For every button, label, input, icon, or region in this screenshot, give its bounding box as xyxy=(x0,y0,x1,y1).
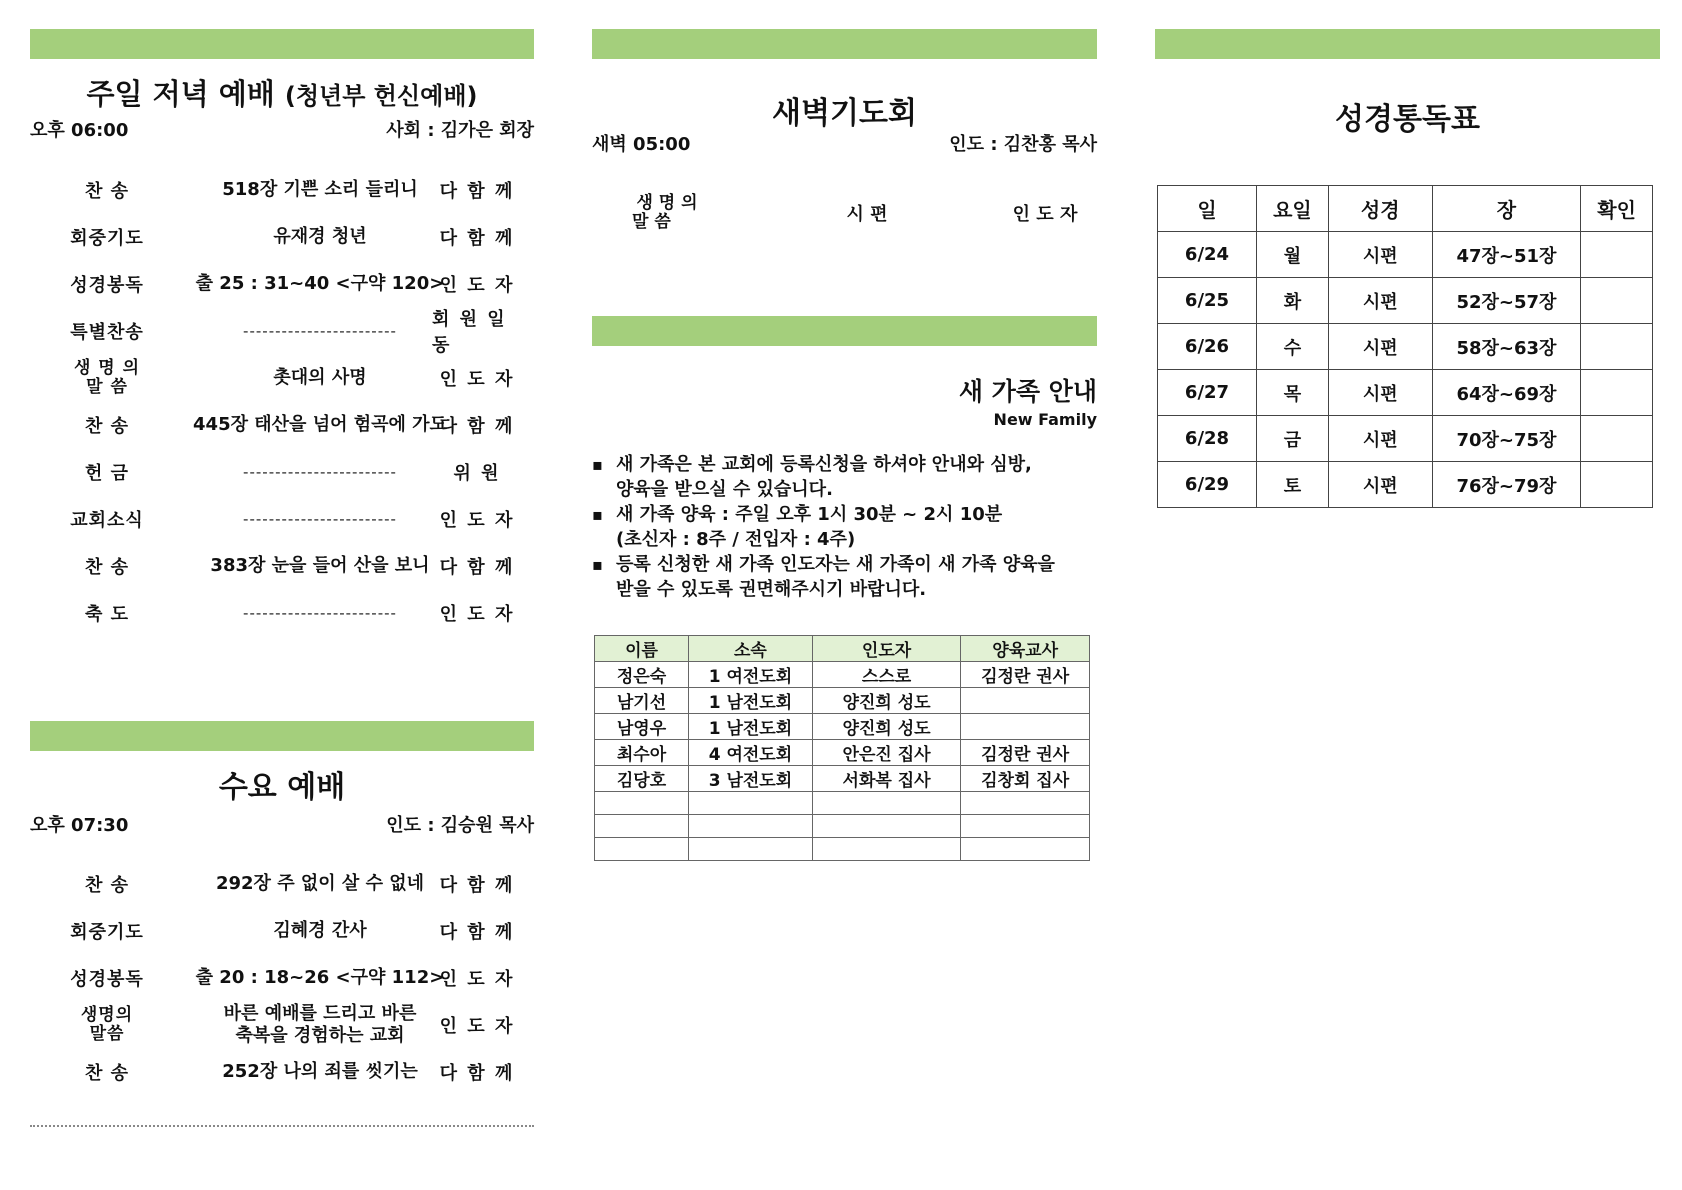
order-content xyxy=(165,1001,475,1048)
order-label-bottom: 말 씀 xyxy=(86,376,128,397)
order-who: 인 도 자 xyxy=(439,968,515,990)
order-row xyxy=(30,166,534,213)
bible-reading-cell: 47장~51장 xyxy=(1432,232,1581,278)
order-label: 축 도 xyxy=(84,603,130,625)
section-bar xyxy=(30,721,534,751)
order-who: 다 함 께 xyxy=(439,874,515,896)
bible-reading-cell: 6/27 xyxy=(1158,370,1257,416)
bible-reading-cell: 76장~79장 xyxy=(1432,462,1581,508)
order-content: ------------------------ xyxy=(243,321,397,340)
new-family-row xyxy=(595,766,1090,792)
order-who: 다 함 께 xyxy=(439,1062,515,1084)
order-label: 찬 송 xyxy=(84,556,130,578)
order-who: 다 함 께 xyxy=(439,180,515,202)
new-family-cell xyxy=(595,838,689,861)
dawn-row-who: 인 도 자 xyxy=(1012,204,1078,225)
order-content: 촛대의 사명 xyxy=(273,366,367,388)
new-family-note-line1: ▪ 등록 신청한 새 가족 인도자는 새 가족이 새 가족 양육을 xyxy=(616,554,1055,575)
new-family-cell xyxy=(812,815,961,838)
bible-reading-cell: 금 xyxy=(1257,416,1329,462)
new-family-cell: 1 남전도회 xyxy=(689,714,813,740)
order-row xyxy=(30,954,534,1001)
order-label: 찬 송 xyxy=(84,1062,130,1084)
bible-reading-cell: 시편 xyxy=(1328,324,1432,370)
new-family-note xyxy=(592,502,1097,552)
new-family-row xyxy=(595,662,1090,688)
sunday-evening-subtitle: (청년부 헌신예배) xyxy=(284,82,478,110)
new-family-cell xyxy=(595,792,689,815)
new-family-note xyxy=(592,552,1097,602)
new-family-note xyxy=(592,452,1097,502)
bible-reading-cell: 화 xyxy=(1257,278,1329,324)
bible-reading-cell: 월 xyxy=(1257,232,1329,278)
section-bar xyxy=(592,316,1097,346)
order-content: 김혜경 간사 xyxy=(273,919,367,941)
order-row xyxy=(30,307,534,354)
order-who: 인 도 자 xyxy=(439,509,515,531)
order-row xyxy=(30,907,534,954)
order-content-top: 바른 예배를 드리고 바른 xyxy=(223,1002,417,1024)
bible-reading-cell: 시편 xyxy=(1328,462,1432,508)
dawn-row-label-bottom xyxy=(632,213,702,232)
bible-reading-cell: 수 xyxy=(1257,324,1329,370)
dawn-row-content: 시 편 xyxy=(846,204,888,225)
bible-reading-row xyxy=(1158,370,1653,416)
section-bar xyxy=(30,29,534,59)
new-family-row xyxy=(595,838,1090,861)
order-row xyxy=(30,542,534,589)
bible-reading-cell: 6/29 xyxy=(1158,462,1257,508)
order-content: 383장 눈을 들어 산을 보니 xyxy=(210,554,430,576)
new-family-row xyxy=(595,815,1090,838)
order-row xyxy=(30,401,534,448)
bible-reading-cell xyxy=(1581,416,1653,462)
order-label xyxy=(52,1001,162,1048)
order-row xyxy=(30,860,534,907)
bible-reading-cell: 시편 xyxy=(1328,232,1432,278)
new-family-row xyxy=(595,792,1090,815)
order-content: 252장 나의 죄를 씻기는 xyxy=(222,1060,418,1082)
order-content: 유재경 청년 xyxy=(273,225,367,247)
order-label: 회중기도 xyxy=(70,227,144,249)
bible-reading-header-cell: 일 xyxy=(1158,186,1257,232)
order-row xyxy=(30,260,534,307)
bible-reading-table xyxy=(1157,185,1653,508)
new-family-note-line1: ▪ 새 가족은 본 교회에 등록신청을 하셔야 안내와 심방, xyxy=(616,454,1032,475)
new-family-cell: 4 여전도회 xyxy=(689,740,813,766)
sunday-evening-time: 오후 06:00 xyxy=(30,120,129,141)
new-family-cell: 김정란 권사 xyxy=(961,740,1090,766)
order-label: 성경봉독 xyxy=(70,274,144,296)
order-content: 출 20 : 18~26 <구약 112> xyxy=(195,966,445,988)
order-label: 회중기도 xyxy=(70,921,144,943)
bible-reading-row xyxy=(1158,278,1653,324)
new-family-row xyxy=(595,688,1090,714)
order-who: 인 도 자 xyxy=(439,274,515,296)
new-family-subtitle: New Family xyxy=(993,410,1097,429)
order-row xyxy=(30,448,534,495)
bible-reading-cell xyxy=(1581,462,1653,508)
new-family-note-line2: 양육을 받으실 수 있습니다. xyxy=(616,479,833,500)
order-content: 292장 주 없이 살 수 없네 xyxy=(215,872,424,894)
bible-reading-row xyxy=(1158,324,1653,370)
bible-reading-header-cell: 확인 xyxy=(1581,186,1653,232)
new-family-cell: 1 남전도회 xyxy=(689,688,813,714)
order-label: 찬 송 xyxy=(84,415,130,437)
order-content: ------------------------ xyxy=(243,603,397,622)
order-who: 인 도 자 xyxy=(439,603,515,625)
new-family-cell: 남기선 xyxy=(595,688,689,714)
bible-reading-cell xyxy=(1581,232,1653,278)
bible-reading-cell: 목 xyxy=(1257,370,1329,416)
bible-reading-header-cell: 요일 xyxy=(1257,186,1329,232)
dawn-time: 새벽 05:00 xyxy=(592,134,691,155)
new-family-cell xyxy=(812,838,961,861)
bible-reading-cell: 64장~69장 xyxy=(1432,370,1581,416)
order-row xyxy=(30,1001,534,1048)
order-row xyxy=(30,213,534,260)
bible-reading-cell xyxy=(1581,324,1653,370)
new-family-row xyxy=(595,740,1090,766)
new-family-header-cell: 양육교사 xyxy=(961,636,1090,662)
section-bar xyxy=(592,29,1097,59)
new-family-cell: 김정란 권사 xyxy=(961,662,1090,688)
new-family-cell: 김창회 집사 xyxy=(961,766,1090,792)
new-family-title: 새 가족 안내 xyxy=(958,377,1097,406)
order-who: 위 원 xyxy=(453,462,501,484)
wednesday-leader: 인도 : 김승원 목사 xyxy=(386,815,534,836)
order-label-top: 생 명 의 xyxy=(73,357,141,378)
new-family-cell: 남영우 xyxy=(595,714,689,740)
new-family-note-line1: ▪ 새 가족 양육 : 주일 오후 1시 30분 ~ 2시 10분 xyxy=(616,504,1003,525)
order-who: 회 원 일 동 xyxy=(432,308,507,356)
order-content: ------------------------ xyxy=(243,462,397,481)
new-family-table-header xyxy=(595,636,1090,662)
bible-reading-cell: 시편 xyxy=(1328,416,1432,462)
order-who: 다 함 께 xyxy=(439,921,515,943)
new-family-cell xyxy=(961,714,1090,740)
bible-reading-cell: 70장~75장 xyxy=(1432,416,1581,462)
order-label: 헌 금 xyxy=(84,462,130,484)
order-row xyxy=(30,354,534,401)
dawn-title: 새벽기도회 xyxy=(772,96,917,131)
bible-reading-row xyxy=(1158,416,1653,462)
order-label xyxy=(52,354,162,401)
order-who: 인 도 자 xyxy=(439,368,515,390)
new-family-cell: 양진희 성도 xyxy=(812,688,961,714)
order-row xyxy=(30,495,534,542)
new-family-cell: 김당호 xyxy=(595,766,689,792)
new-family-cell xyxy=(812,792,961,815)
sunday-evening-host: 사회 : 김가은 회장 xyxy=(386,120,534,141)
new-family-header-cell: 인도자 xyxy=(812,636,961,662)
new-family-cell xyxy=(689,838,813,861)
new-family-cell: 안은진 집사 xyxy=(812,740,961,766)
bible-reading-cell: 52장~57장 xyxy=(1432,278,1581,324)
new-family-cell: 최수아 xyxy=(595,740,689,766)
bible-reading-table-header xyxy=(1158,186,1653,232)
new-family-cell: 정은숙 xyxy=(595,662,689,688)
new-family-cell: 스스로 xyxy=(812,662,961,688)
order-content: 518장 기쁜 소리 들리니 xyxy=(222,178,418,200)
dawn-row-label-bottom-text: 말 씀 xyxy=(632,212,671,232)
bible-reading-header-cell: 성경 xyxy=(1328,186,1432,232)
wednesday-order xyxy=(30,860,534,1095)
dawn-order-row xyxy=(592,188,1097,238)
order-who: 다 함 께 xyxy=(439,227,515,249)
order-who: 인 도 자 xyxy=(439,1015,515,1037)
bible-reading-title: 성경통독표 xyxy=(1335,102,1480,137)
new-family-notes xyxy=(592,452,1097,602)
new-family-cell: 양진희 성도 xyxy=(812,714,961,740)
bible-reading-cell: 토 xyxy=(1257,462,1329,508)
sunday-evening-meta xyxy=(30,116,534,141)
new-family-cell: 서화복 집사 xyxy=(812,766,961,792)
order-content-bottom: 축복을 경험하는 교회 xyxy=(235,1024,405,1046)
new-family-note-line2: (초신자 : 8주 / 전입자 : 4주) xyxy=(616,529,856,550)
order-content: 출 25 : 31~40 <구약 120> xyxy=(195,272,445,294)
bible-reading-cell: 시편 xyxy=(1328,370,1432,416)
order-label: 성경봉독 xyxy=(70,968,144,990)
new-family-cell xyxy=(689,792,813,815)
order-content: 445장 태산을 넘어 험곡에 가도 xyxy=(193,413,447,435)
order-label: 찬 송 xyxy=(84,874,130,896)
order-who: 다 함 께 xyxy=(439,556,515,578)
order-label: 찬 송 xyxy=(84,180,130,202)
wednesday-title: 수요 예배 xyxy=(218,770,346,805)
bible-reading-cell: 6/26 xyxy=(1158,324,1257,370)
order-label-bottom: 말씀 xyxy=(89,1023,125,1044)
bible-reading-row xyxy=(1158,462,1653,508)
new-family-header-cell: 이름 xyxy=(595,636,689,662)
new-family-note-line2: 받을 수 있도록 권면해주시기 바랍니다. xyxy=(616,579,927,600)
dawn-row-label xyxy=(632,188,702,238)
bible-reading-cell xyxy=(1581,370,1653,416)
bible-reading-cell: 58장~63장 xyxy=(1432,324,1581,370)
dawn-row-label-top: 생 명 의 xyxy=(636,193,698,213)
new-family-cell xyxy=(961,838,1090,861)
wednesday-meta xyxy=(30,811,534,836)
new-family-cell: 3 남전도회 xyxy=(689,766,813,792)
new-family-header-cell: 소속 xyxy=(689,636,813,662)
bible-reading-cell: 시편 xyxy=(1328,278,1432,324)
order-who: 다 함 께 xyxy=(439,415,515,437)
order-row xyxy=(30,589,534,636)
new-family-table xyxy=(594,635,1090,861)
sunday-evening-title xyxy=(30,72,534,113)
bible-reading-cell xyxy=(1581,278,1653,324)
order-row xyxy=(30,1048,534,1095)
dotted-divider xyxy=(30,1125,534,1127)
bible-reading-header-cell: 장 xyxy=(1432,186,1581,232)
order-label: 교회소식 xyxy=(70,509,144,531)
new-family-cell xyxy=(689,815,813,838)
bible-reading-cell: 6/25 xyxy=(1158,278,1257,324)
dawn-meta xyxy=(592,130,1097,155)
bible-reading-row xyxy=(1158,232,1653,278)
new-family-cell: 1 여전도회 xyxy=(689,662,813,688)
dawn-leader: 인도 : 김찬홍 목사 xyxy=(949,134,1097,155)
new-family-cell xyxy=(961,688,1090,714)
order-label: 특별찬송 xyxy=(70,321,144,343)
new-family-cell xyxy=(961,792,1090,815)
order-label-top: 생명의 xyxy=(80,1004,134,1025)
new-family-row xyxy=(595,714,1090,740)
sunday-evening-order xyxy=(30,166,534,636)
new-family-cell xyxy=(961,815,1090,838)
sunday-evening-title-text: 주일 저녁 예배 xyxy=(86,77,275,111)
bible-reading-cell: 6/28 xyxy=(1158,416,1257,462)
order-content: ------------------------ xyxy=(243,509,397,528)
new-family-cell xyxy=(595,815,689,838)
bible-reading-cell: 6/24 xyxy=(1158,232,1257,278)
section-bar xyxy=(1155,29,1660,59)
wednesday-time: 오후 07:30 xyxy=(30,815,129,836)
